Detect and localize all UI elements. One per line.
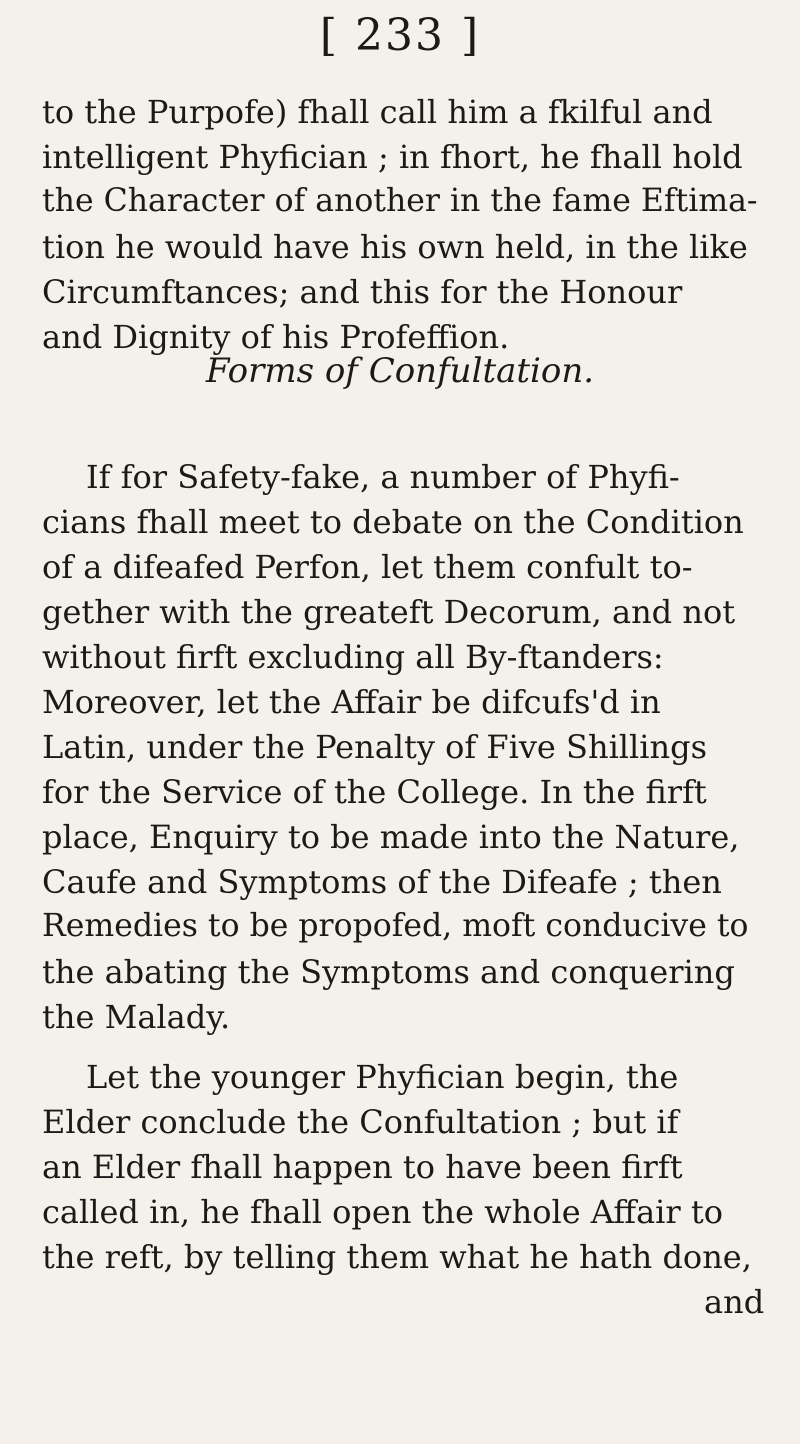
text-line: Let the younger Phyfician begin, the: [86, 1058, 679, 1096]
text-line: Moreover, let the Affair be difcufs'd in: [42, 683, 661, 721]
text-line: called in, he fhall open the whole Affair to: [42, 1193, 723, 1231]
text-line: to the Purpofe) fhall call him a fkilful and: [42, 93, 713, 131]
text-line: intelligent Phyfician ; in fhort, he fhall hold: [42, 138, 743, 176]
text-line: If for Safety-fake, a number of Phyfi-: [86, 458, 680, 496]
text-line: Latin, under the Penalty of Five Shillings: [42, 728, 708, 766]
page-number: [ 233 ]: [319, 10, 481, 61]
section-heading: Forms of Confultation.: [205, 351, 595, 391]
text-line: gether with the greateft Decorum, and not: [42, 593, 736, 631]
text-line: without firft excluding all By-ftanders:: [42, 638, 664, 676]
text-line: for the Service of the College. In the firft: [42, 773, 707, 811]
text-line: and Dignity of his Profeffion.: [42, 318, 510, 356]
text-line: tion he would have his own held, in the like: [42, 228, 748, 266]
text-line: Circumftances; and this for the Honour: [42, 273, 683, 311]
text-line: Caufe and Symptoms of the Difeafe ; then: [42, 863, 722, 901]
text-line: Elder conclude the Confultation ; but if: [42, 1103, 679, 1141]
text-line: the Malady.: [42, 998, 231, 1036]
catchword: and: [704, 1283, 765, 1321]
text-line: an Elder fhall happen to have been firft: [42, 1148, 683, 1186]
text-line: of a difeafed Perfon, let them confult to-: [42, 548, 693, 586]
text-line: the abating the Symptoms and conquering: [42, 953, 735, 991]
text-line: cians fhall meet to debate on the Condition: [42, 503, 744, 541]
text-line: the Character of another in the fame Eftima-: [42, 183, 758, 219]
text-line: the reft, by telling them what he hath done,: [42, 1238, 752, 1276]
text-line: place, Enquiry to be made into the Nature,: [42, 818, 740, 856]
text-line: Remedies to be propofed, moft conducive to: [42, 908, 749, 944]
